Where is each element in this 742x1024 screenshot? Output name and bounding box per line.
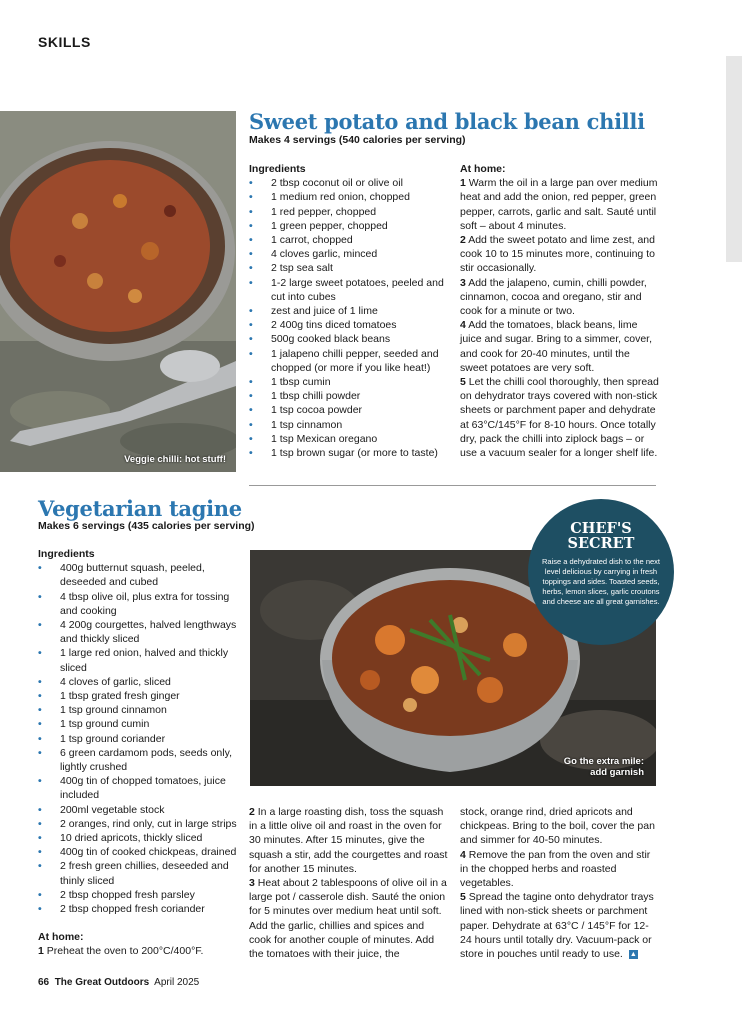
ingredient-item: • 1 tsp ground cinnamon: [38, 703, 243, 717]
page-footer: [38, 977, 199, 988]
step-number: 2: [460, 234, 466, 247]
chefs-secret-title-line: SECRET: [567, 535, 635, 552]
step-number: 5: [460, 376, 466, 389]
ingredient-item: • 1 large red onion, halved and thickly sliced: [38, 646, 243, 674]
step-text: Add the jalapeno, cumin, chilli powder, cinnamon, cocoa and oregano, stir and cook for a minute or two.: [460, 276, 647, 318]
tagine-photo-caption: [564, 756, 644, 778]
ingredient-item: • 4 tbsp olive oil, plus extra for tossing and cooking: [38, 590, 243, 618]
ingredient-item: • 1 tsp cocoa powder: [249, 403, 449, 417]
recipe2-servings: Makes 6 servings (435 calories per serving): [38, 520, 255, 532]
chefs-secret-text: Raise a dehydrated dish to the next level delicious by carrying in fresh toppings and sides. Toasted seeds, herbs, lemon slices, garlic croutons and cheese are all great garnishes.: [542, 557, 660, 606]
ingredient-item: • 2 fresh green chillies, deseeded and thinly sliced: [38, 859, 243, 887]
method-step: [38, 944, 243, 958]
ingredient-item: • 400g butternut squash, peeled, deseeded and cubed: [38, 561, 243, 589]
step-text: Let the chilli cool thoroughly, then spread on dehydrator trays covered with non-stick sheets or parchment paper and dehydrate at 63°C/145°F for 8-10 hours. Once totally dry, pack the chilli into ziplock bags – or use a vacuum sealer for a longer shelf life.: [460, 376, 659, 460]
recipe2-method-col3: [460, 805, 660, 961]
method-step-continued: stock, orange rind, dried apricots and chickpeas. Bring to the boil, cover the pan and simmer for 40-50 minutes.: [460, 806, 655, 847]
ingredient-item: • 4 200g courgettes, halved lengthways and thickly sliced: [38, 618, 243, 646]
ingredient-item: • 4 cloves garlic, minced: [249, 247, 449, 261]
method-step: [460, 233, 660, 276]
step-number: 2: [249, 806, 255, 818]
step-text: Preheat the oven to 200°C/400°F.: [46, 945, 204, 958]
section-divider: [249, 485, 656, 486]
ingredient-item: • 2 400g tins diced tomatoes: [249, 318, 449, 332]
step-number: 1: [38, 945, 44, 958]
ingredient-item: • 1 medium red onion, chopped: [249, 190, 449, 204]
chilli-photo-illustration: [0, 111, 236, 472]
ingredient-item: • 500g cooked black beans: [249, 332, 449, 346]
magazine-name: The Great Outdoors: [54, 977, 150, 988]
method-step: [460, 318, 660, 375]
recipe1-servings: Makes 4 servings (540 calories per serving): [249, 134, 466, 146]
step-text: Add the tomatoes, black beans, lime juice and sugar. Bring to a simmer, cover, and cook for 20-40 minutes, until the sweet potatoes are very soft.: [460, 319, 653, 374]
recipe1-method: [460, 162, 660, 460]
recipe2-ingredients-heading: Ingredients: [38, 548, 95, 560]
ingredient-item: • 2 tbsp chopped fresh parsley: [38, 888, 243, 902]
ingredient-item: • 10 dried apricots, thickly sliced: [38, 831, 243, 845]
section-label: SKILLS: [38, 34, 91, 50]
chefs-secret-badge: [528, 499, 674, 645]
chilli-photo: [0, 111, 236, 472]
step-text: Warm the oil in a large pan over medium heat and add the onion, red pepper, green pepper, carrots, garlic and salt. Sauté until soft – about 4 minutes.: [460, 177, 658, 232]
step-number: 1: [460, 177, 466, 190]
method-step: [249, 876, 449, 961]
step-number: 3: [460, 276, 466, 289]
step-number: 5: [460, 891, 466, 904]
end-of-article-icon: ▲: [629, 950, 637, 958]
page-number: 66: [38, 977, 50, 988]
ingredient-item: • 1 tsp cinnamon: [249, 418, 449, 432]
recipe1-ingredients-heading: Ingredients: [249, 163, 306, 175]
ingredient-item: • 1 red pepper, chopped: [249, 205, 449, 219]
step-text: Spread the tagine onto dehydrator trays lined with non-stick sheets or parchment paper. Dehydrate at 63°C / 145°F for 12-24 hours until totally dry. Vacuum-pack or store in pouches until ready to use.: [460, 891, 654, 961]
method-step: [460, 176, 660, 233]
step-text: Heat about 2 tablespoons of olive oil in a large pot / casserole dish. Sauté the onion for 5 minutes over medium heat until soft. Add the garlic, chillies and spices and cook for another couple of minutes. Add the tomatoes with their juice, the: [249, 877, 447, 961]
ingredient-item: • 1 green pepper, chopped: [249, 219, 449, 233]
ingredient-item: • 1-2 large sweet potatoes, peeled and cut into cubes: [249, 276, 449, 304]
recipe2-ingredients: [38, 547, 243, 959]
chefs-secret-title: [542, 521, 660, 551]
ingredient-item: • 1 tbsp chilli powder: [249, 389, 449, 403]
step-text: In a large roasting dish, toss the squash in a little olive oil and roast in the oven for 30 minutes. After 15 minutes, give the squash a stir, add the courgettes and roast for another 15 minutes.: [249, 806, 448, 875]
recipe1-ingredients: [249, 162, 449, 460]
issue-date: April 2025: [154, 977, 200, 988]
ingredient-item: • 1 tbsp grated fresh ginger: [38, 689, 243, 703]
method-step: [460, 890, 660, 961]
ingredient-item: • 2 tsp sea salt: [249, 261, 449, 275]
ingredient-item: • zest and juice of 1 lime: [249, 304, 449, 318]
step-text: Add the sweet potato and lime zest, and cook 10 to 15 minutes more, continuing to stir occasionally.: [460, 234, 655, 275]
ingredient-item: • 1 tbsp cumin: [249, 375, 449, 389]
recipe2-method-heading: At home:: [38, 931, 84, 944]
ingredient-item: • 1 tsp Mexican oregano: [249, 432, 449, 446]
ingredient-item: • 400g tin of chopped tomatoes, juice included: [38, 774, 243, 802]
step-number: 4: [460, 319, 466, 332]
step-text: Remove the pan from the oven and stir in the chopped herbs and roasted vegetables.: [460, 848, 651, 890]
page-edge-tab: [726, 56, 742, 262]
ingredient-item: • 1 jalapeno chilli pepper, seeded and chopped (or more if you like heat!): [249, 347, 449, 375]
step-number: 3: [249, 877, 255, 890]
ingredient-item: • 1 tsp brown sugar (or more to taste): [249, 446, 449, 460]
recipe1-method-heading: At home:: [460, 163, 506, 175]
chefs-secret-title-line: CHEF'S: [570, 520, 632, 537]
method-step: [460, 276, 660, 319]
step-number: 4: [460, 848, 466, 861]
method-step: [460, 375, 660, 460]
recipe2-title: Vegetarian tagine: [38, 496, 242, 521]
caption-line: add garnish: [590, 767, 644, 778]
ingredient-item: • 400g tin of cooked chickpeas, drained: [38, 845, 243, 859]
ingredient-item: • 2 oranges, rind only, cut in large strips: [38, 817, 243, 831]
method-step: [249, 805, 449, 876]
caption-line: Go the extra mile:: [563, 756, 644, 767]
recipe2-method-col2: [249, 805, 449, 961]
ingredient-item: • 2 tbsp chopped fresh coriander: [38, 902, 243, 916]
method-step: [460, 848, 660, 891]
ingredient-item: • 1 carrot, chopped: [249, 233, 449, 247]
recipe1-title: Sweet potato and black bean chilli: [249, 109, 645, 134]
ingredient-item: • 2 tbsp coconut oil or olive oil: [249, 176, 449, 190]
chilli-photo-caption: Veggie chilli: hot stuff!: [124, 454, 226, 465]
ingredient-item: • 4 cloves of garlic, sliced: [38, 675, 243, 689]
ingredient-item: • 1 tsp ground coriander: [38, 732, 243, 746]
ingredient-item: • 1 tsp ground cumin: [38, 717, 243, 731]
ingredient-item: • 200ml vegetable stock: [38, 803, 243, 817]
ingredient-item: • 6 green cardamom pods, seeds only, lightly crushed: [38, 746, 243, 774]
